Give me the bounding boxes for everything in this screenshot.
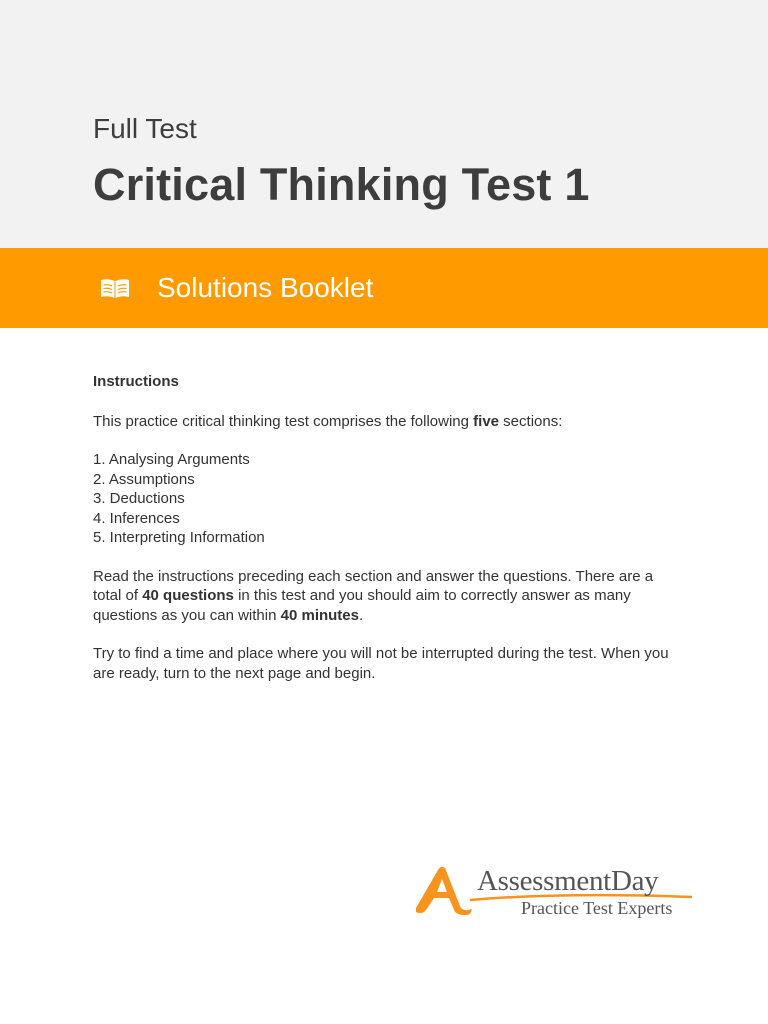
solutions-booklet-label: Solutions Booklet — [157, 272, 374, 303]
questions-count: 40 questions — [142, 587, 234, 604]
questions-text-1: Read the instructions preceding each section and answer the questions. There are a total of — [93, 567, 654, 604]
time-limit: 40 minutes — [280, 606, 359, 624]
list-item: 5. Interpreting Information — [93, 529, 265, 546]
open-book-icon — [99, 276, 131, 300]
logo-name: AssessmentDay — [477, 865, 659, 897]
begin-paragraph: Try to find a time and place where you will not be interrupted during the test. When you are ready, turn to the next page and begin. — [93, 645, 669, 682]
intro-paragraph — [93, 412, 683, 432]
list-item: 1. Analysing Arguments — [93, 451, 250, 468]
intro-text-end: sections: — [499, 412, 563, 430]
sections-list — [93, 450, 683, 548]
list-item: 4. Inferences — [93, 509, 180, 527]
instructions-heading: Instructions — [93, 373, 179, 390]
document-subtitle: Full Test — [93, 113, 197, 144]
questions-text-3: . — [359, 606, 364, 624]
intro-text-bold: five — [473, 412, 500, 430]
intro-text-start: This practice critical thinking test comprises the following — [93, 412, 474, 430]
list-item: 3. Deductions — [93, 490, 185, 507]
document-title: Critical Thinking Test 1 — [93, 159, 590, 210]
questions-text-2: in this test and you should aim to correctly answer as many questions as you can within — [93, 587, 631, 624]
logo-tagline: Practice Test Experts — [521, 898, 673, 918]
instructions-section — [93, 372, 683, 702]
questions-paragraph — [93, 567, 683, 626]
list-item: 2. Assumptions — [93, 470, 195, 488]
